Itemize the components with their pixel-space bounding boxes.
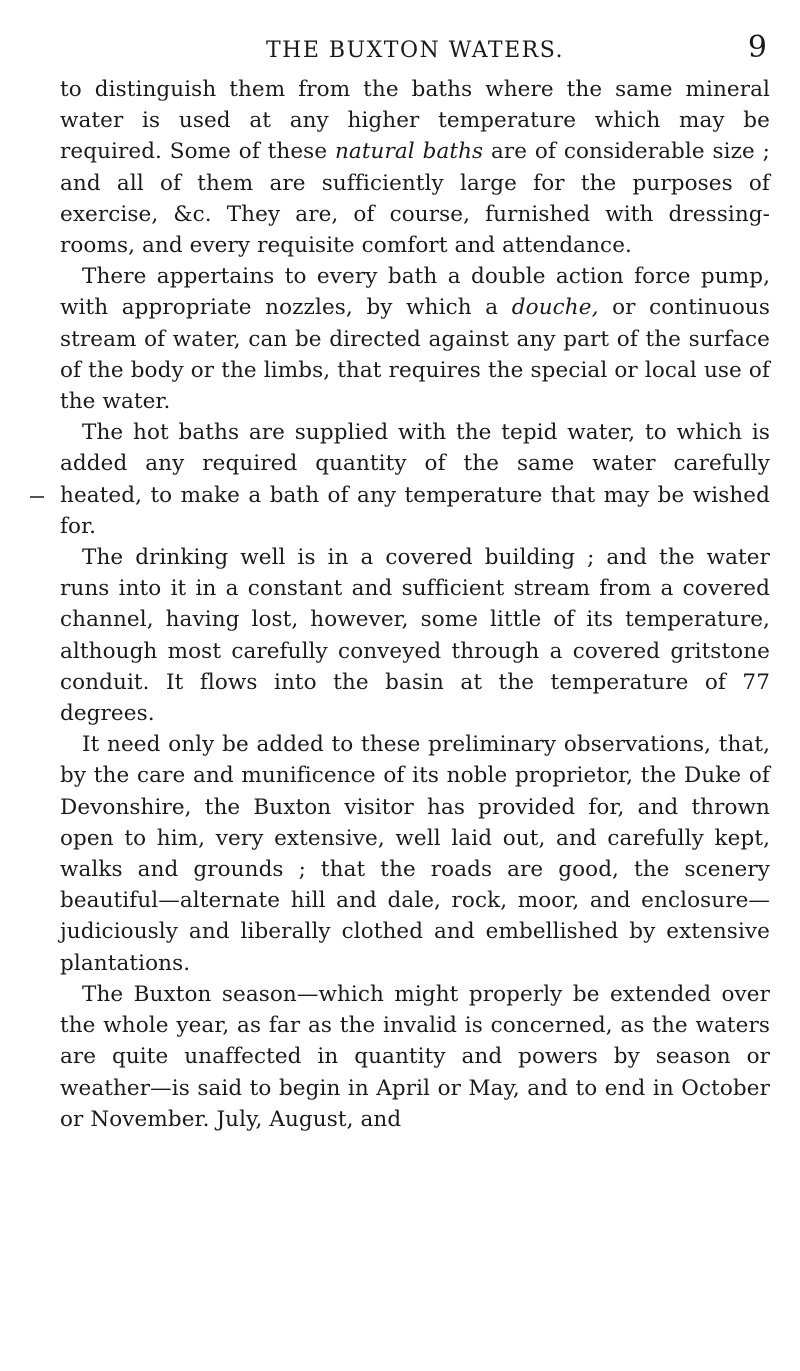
paragraph-2-text-a: There appertains to every bath a double action force pump, with appropriate nozzles, by which a: [60, 264, 770, 321]
paragraph-1-text-a: to distinguish them from the baths where the same mineral water is used at any higher temperature which may be required. Some of these: [60, 77, 770, 165]
paragraph-6: The Buxton season—which might properly be extended over the whole year, as far as the invalid is concerned, as the waters are quite unaffected in quantity and powers by season or weather—is said to begin in April or May, and to end in October or November. July, August, and: [60, 981, 770, 1132]
paragraph-2-emphasis: douche,: [511, 295, 599, 321]
margin-mark: [30, 496, 44, 498]
paragraph-4: The drinking well is in a covered building ; and the water runs into it in a constant and sufficient stream from a covered channel, having lost, however, some little of its temperature, although most carefully conveyed through a covered gritstone conduit. It flows into the basin at the temperature of 77 degrees.: [60, 545, 770, 727]
paragraph-2-text-b: or continuous stream of water, can be directed against any part of the surface of the body or the limbs, that requires the special or local use of the water.: [60, 295, 770, 415]
paragraph-1-text-b: are of considerable size ; and all of them are sufficiently large for the purposes of exercise, &c. They are, of course, furnished with dressing-rooms, and every requisite comfort and attendance.: [60, 139, 771, 259]
page-content: [60, 30, 770, 1135]
body-text: [60, 74, 770, 1135]
running-head: [60, 30, 770, 74]
paragraph-1-emphasis: natural baths: [334, 139, 484, 165]
page-number: 9: [747, 30, 768, 65]
running-title: THE BUXTON WATERS.: [265, 38, 564, 63]
paragraph-2: [60, 261, 770, 417]
paragraph-5: It need only be added to these preliminary observations, that, by the care and munificence of its noble proprietor, the Duke of Devonshire, the Buxton visitor has provided for, and thrown open to him, very extensive, well laid out, and carefully kept, walks and grounds ; that the roads are good, the scenery beautiful—alternate hill and dale, rock, moor, and enclosure—judiciously and liberally clothed and embellished by extensive plantations.: [60, 732, 770, 976]
paragraph-1: [60, 74, 770, 261]
paragraph-3: The hot baths are supplied with the tepid water, to which is added any required quantity of the same water carefully heated, to make a bath of any temperature that may be wished for.: [60, 420, 770, 539]
